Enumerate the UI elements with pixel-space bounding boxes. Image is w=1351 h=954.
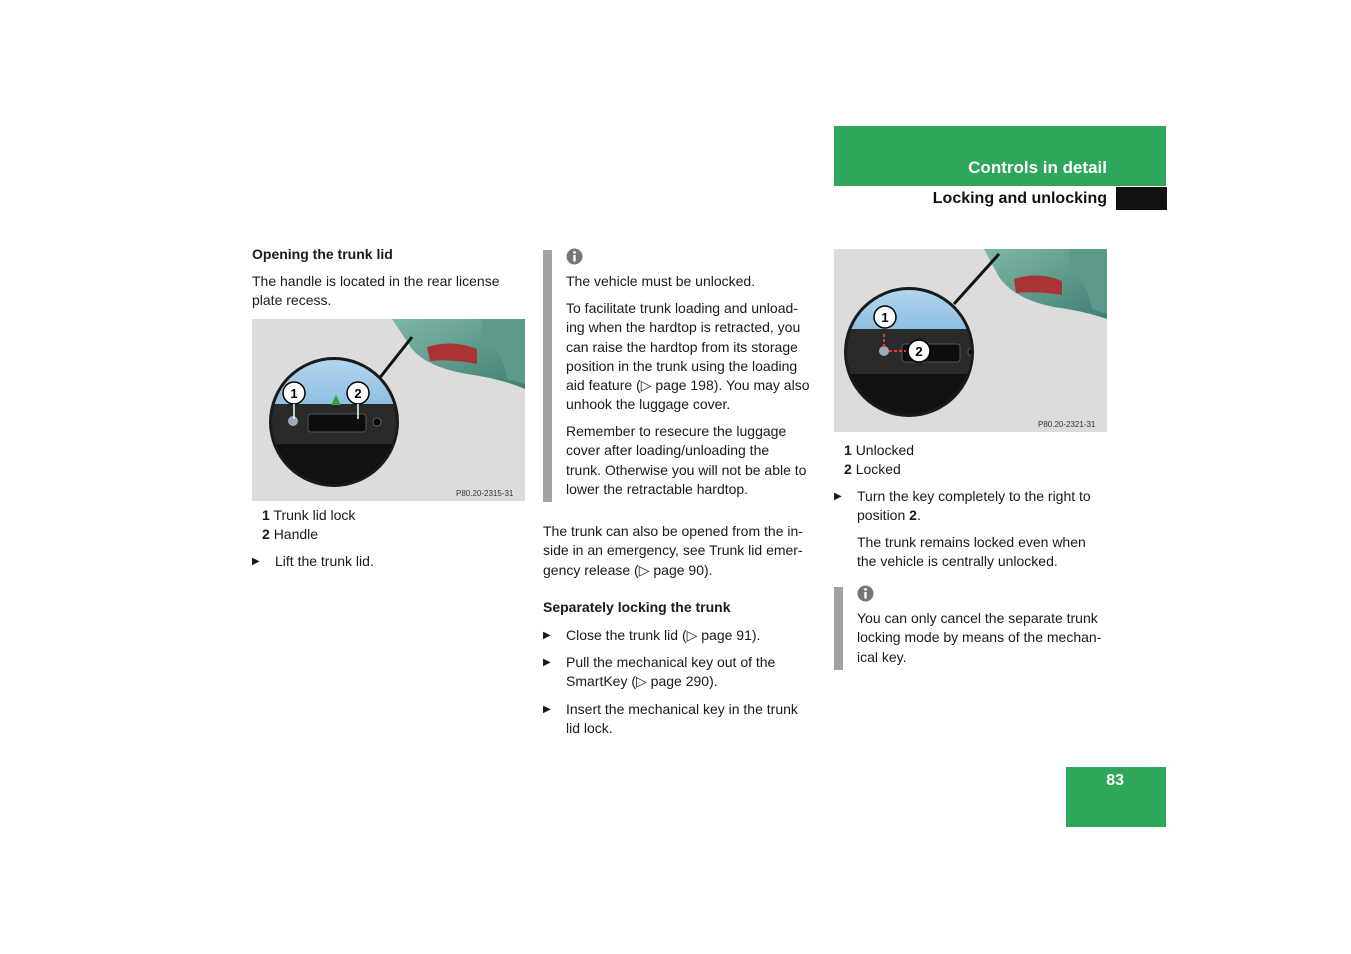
note-bar	[834, 587, 843, 670]
emergency-text: The trunk can also be opened from the in- side in an emergency, see Trunk lid emer- gency release (▷ page 90).	[543, 523, 803, 578]
step-pull-key: ▶ Pull the mechanical key out of the SmartKey (▷ page 290).	[543, 654, 776, 690]
bullet-arrow-icon: ▶	[834, 491, 842, 502]
callout-1: 1	[881, 310, 889, 325]
step-insert-key: ▶ Insert the mechanical key in the trunk lid lock.	[543, 701, 798, 737]
heading-separately-locking: Separately locking the trunk	[543, 599, 731, 615]
trunk-lid-figure	[252, 319, 525, 501]
figure-code: P80.20-2315-31	[456, 489, 514, 498]
step-lift-trunk: ▶ Lift the trunk lid.	[252, 552, 374, 571]
legend-item: 2 Handle	[262, 526, 319, 542]
legend-item: 1 Trunk lid lock	[262, 507, 356, 523]
note-text: The vehicle must be unlocked.	[566, 273, 756, 289]
step-turn-key: ▶ Turn the key completely to the right to position 2.	[834, 488, 1091, 524]
page-number: 83	[1106, 772, 1124, 789]
legend-item: 2 Locked	[844, 461, 901, 477]
bullet-arrow-icon: ▶	[252, 556, 260, 567]
section-marker	[1116, 187, 1167, 210]
step-close-trunk: ▶ Close the trunk lid (▷ page 91).	[543, 626, 760, 645]
result-text: The trunk remains locked even when the vehicle is centrally unlocked.	[857, 534, 1086, 570]
callout-2: 2	[915, 344, 923, 359]
bullet-arrow-icon: ▶	[543, 657, 551, 668]
bullet-arrow-icon: ▶	[543, 704, 551, 715]
intro-text: The handle is located in the rear license plate recess.	[252, 273, 500, 309]
section-title: Locking and unlocking	[932, 190, 1107, 207]
bullet-arrow-icon: ▶	[543, 630, 551, 641]
info-icon	[566, 248, 583, 265]
note-text: To facilitate trunk loading and unload- ing when the hardtop is retracted, you can raise the hardtop from its storage position in the trunk using the loading aid feature (▷ page 198). You may also unhook the luggage cover.	[566, 300, 810, 413]
trunk-lock-illustration	[834, 249, 1107, 432]
heading-opening-trunk: Opening the trunk lid	[252, 246, 393, 262]
callout-1: 1	[290, 386, 298, 401]
legend-item: 1 Unlocked	[844, 442, 915, 458]
trunk-lock-figure	[834, 249, 1107, 432]
callout-2: 2	[354, 386, 362, 401]
trunk-lid-illustration	[252, 319, 525, 501]
note-text: Remember to resecure the luggage cover after loading/unloading the trunk. Otherwise you will not be able to lower the retractable hardtop.	[566, 423, 807, 497]
note-text: You can only cancel the separate trunk locking mode by means of the mechan- ical key.	[857, 610, 1102, 665]
note-bar	[543, 250, 552, 502]
info-icon	[857, 585, 874, 602]
chapter-title: Controls in detail	[968, 158, 1107, 177]
figure-code: P80.20-2321-31	[1038, 420, 1096, 429]
